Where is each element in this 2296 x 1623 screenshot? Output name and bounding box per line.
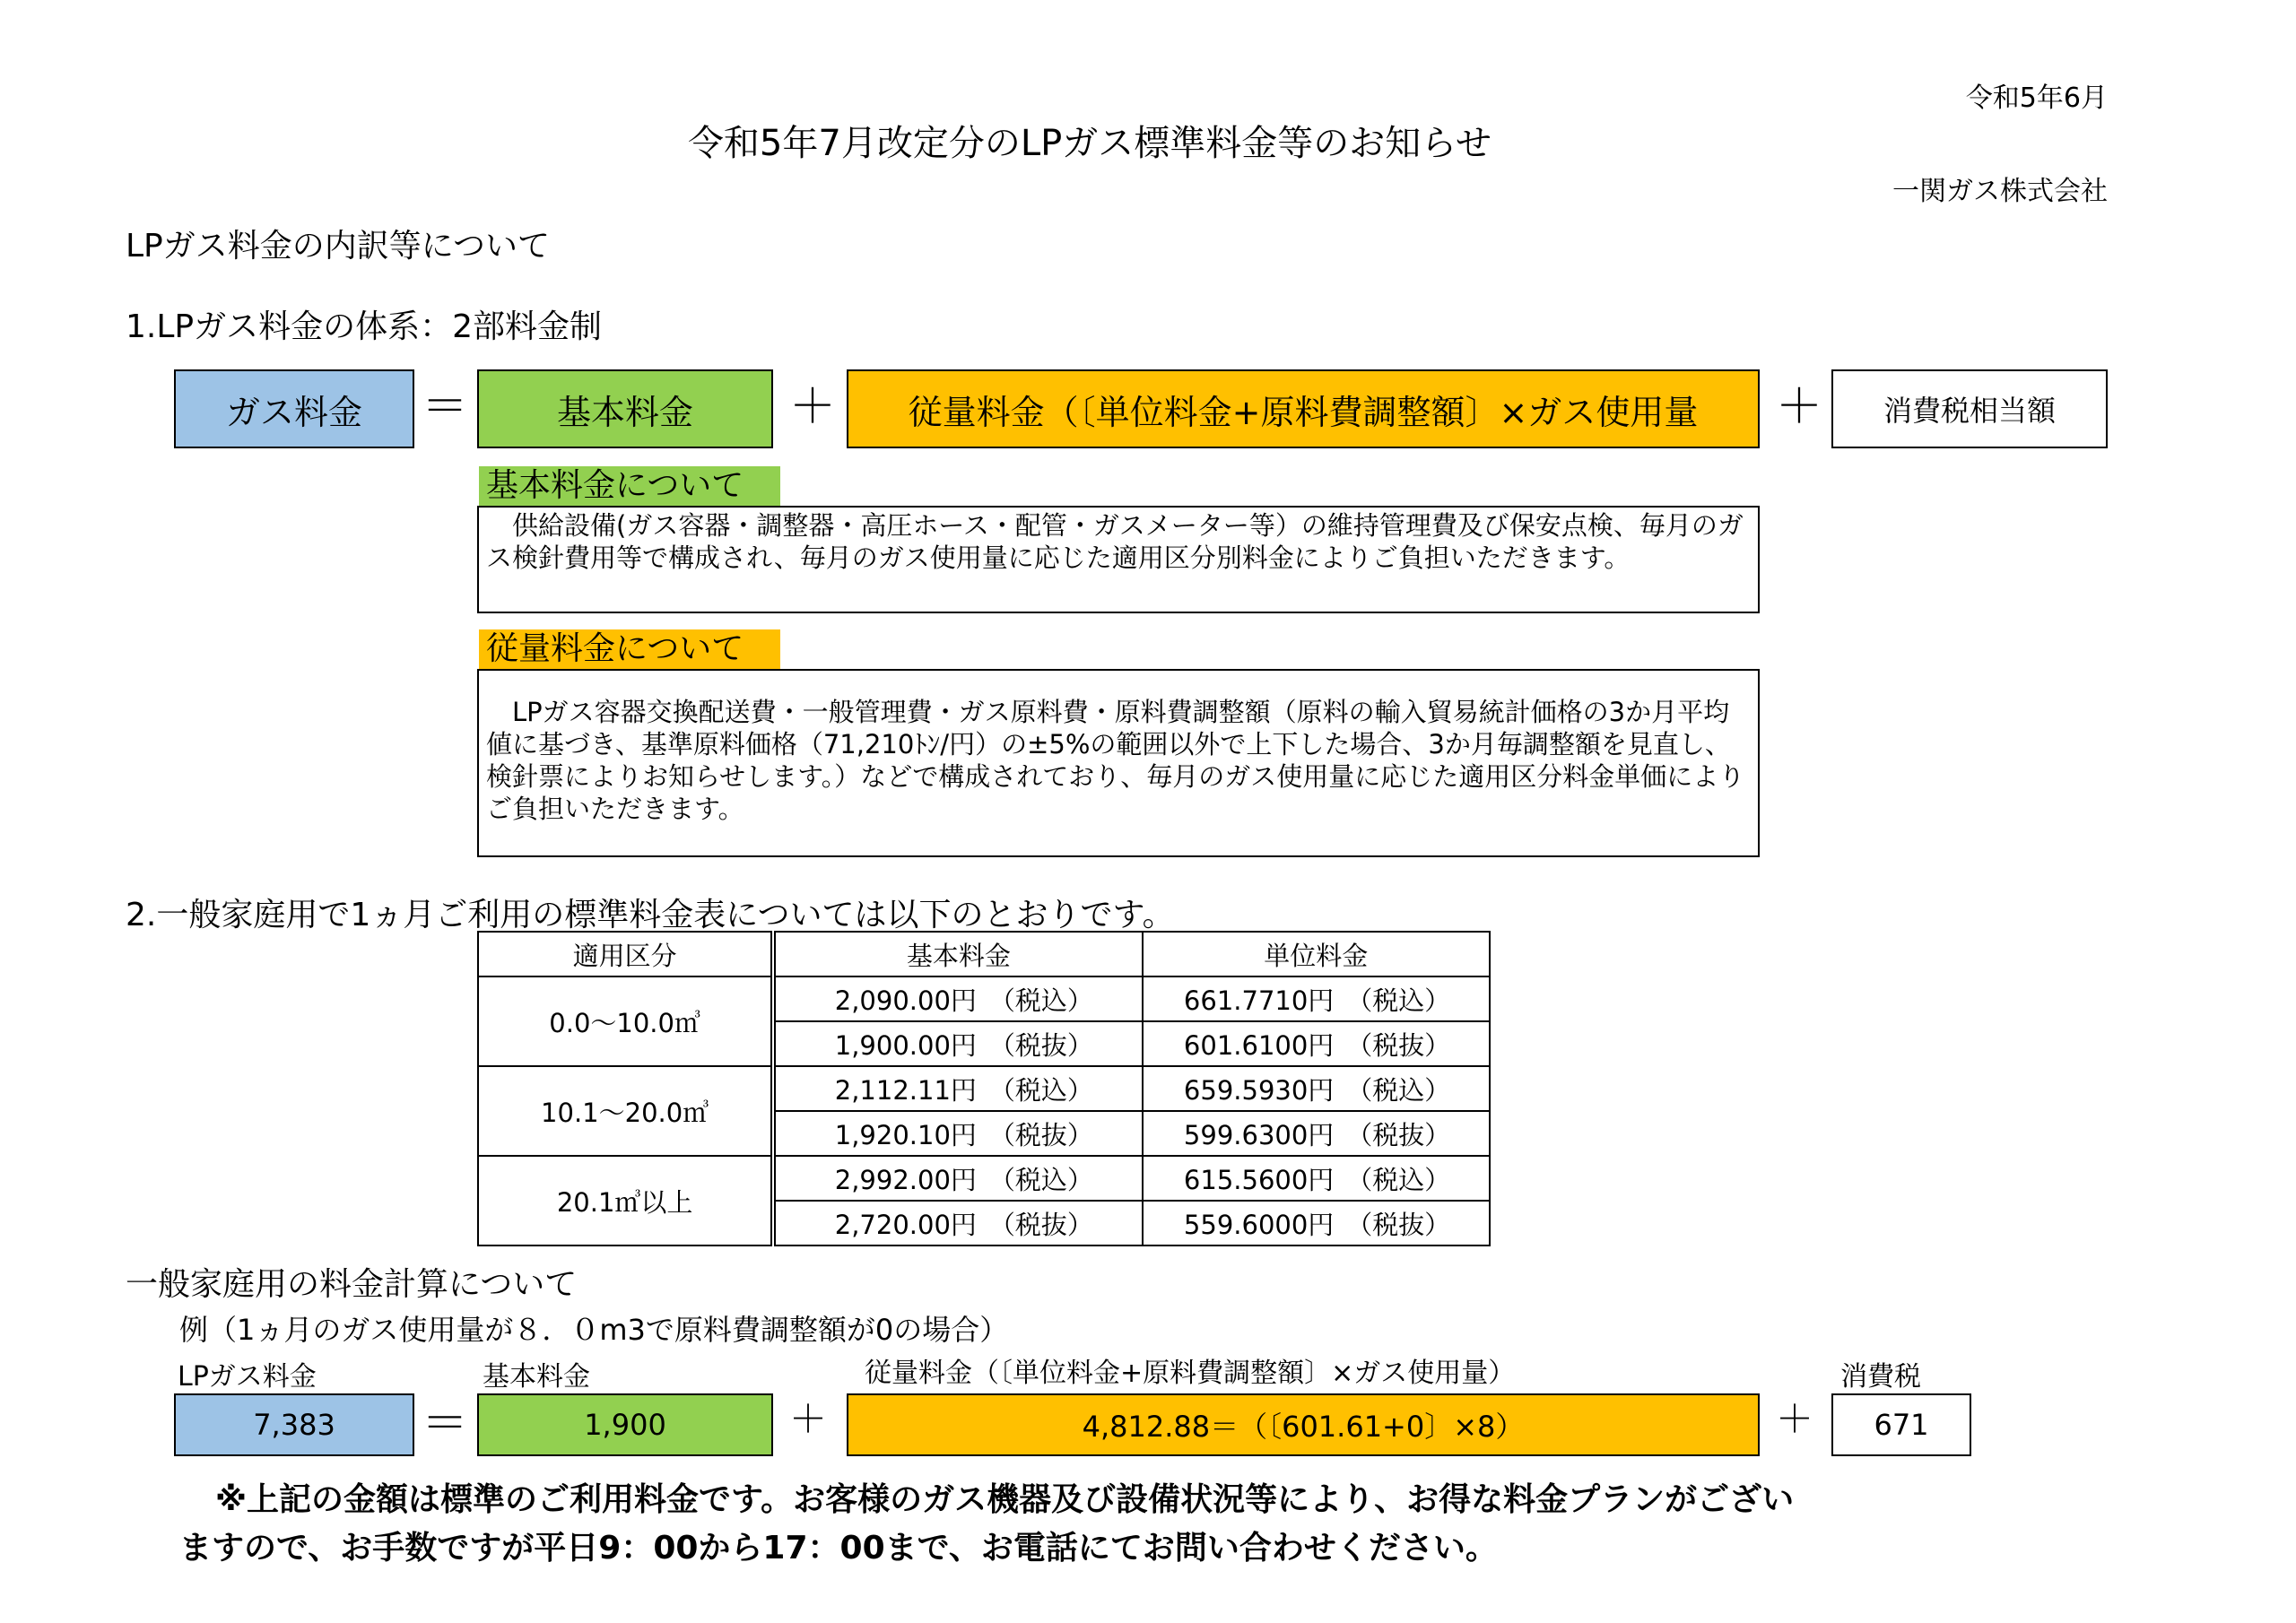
plus-sign: ＋: [789, 380, 837, 434]
unit-fee-amount: 559.6000円: [1183, 1209, 1335, 1240]
basic-fee-amount: 2,090.00円: [834, 985, 977, 1016]
tax-label: （税込）: [988, 1164, 1093, 1195]
table-row: [478, 976, 1490, 1021]
unit-fee-amount: 599.6300円: [1183, 1119, 1335, 1150]
unit-fee-cell: [1143, 1021, 1490, 1066]
tax-label: 消費税: [1840, 1361, 1921, 1393]
basic-fee-amount: 2,992.00円: [834, 1164, 977, 1195]
basic-fee-cell: [773, 1201, 1142, 1245]
equals-sign: ＝: [422, 1397, 469, 1451]
note-line-1: ※上記の金額は標準のご利用料金です。お客様のガス機器及び設備状況等により、お得な料金プランがござい: [215, 1481, 1795, 1518]
plus-sign: ＋: [1776, 380, 1823, 434]
calc-example: 例（1ヵ月のガス使用量が８．０m3で原料費調整額が0の場合）: [179, 1313, 1009, 1347]
unit-fee-amount: 615.5600円: [1183, 1164, 1335, 1195]
company-name: 一関ガス株式会社: [1892, 176, 2108, 207]
lp-fee-label: LPガス料金: [178, 1361, 317, 1393]
column-header-range: 適用区分: [478, 932, 773, 976]
range-cell: 0.0～10.0㎥: [478, 976, 773, 1066]
basic-fee-title: 基本料金について: [479, 466, 780, 506]
unit-fee-cell: [1143, 976, 1490, 1021]
table-row: [478, 1066, 1490, 1111]
intro-heading: LPガス料金の内訳等について: [126, 228, 551, 265]
column-header-basic: 基本料金: [773, 932, 1142, 976]
tax-label: （税抜）: [988, 1029, 1093, 1061]
unit-fee-amount: 659.5930円: [1183, 1074, 1335, 1106]
tax-label: （税込）: [1346, 1164, 1451, 1195]
rate-table: [477, 931, 1491, 1246]
tax-box: 消費税相当額: [1831, 369, 2108, 448]
equals-sign: ＝: [422, 380, 469, 434]
basic-fee-amount: 2,112.11円: [834, 1074, 977, 1106]
tax-label: （税込）: [1346, 985, 1451, 1016]
basic-fee-description: 供給設備(ガス容器・調整器・高圧ホース・配管・ガスメーター等）の維持管理費及び保安点検、毎月のガス検針費用等で構成され、毎月のガス使用量に応じた適用区分別料金によりご負担いただきます。: [477, 506, 1760, 613]
usage-fee-box: 従量料金（〔単位料金+原料費調整額〕×ガス使用量: [847, 369, 1760, 448]
tax-label: （税込）: [988, 1074, 1093, 1106]
column-header-unit: 単位料金: [1143, 932, 1490, 976]
basic-fee-cell: [773, 1066, 1142, 1111]
basic-fee-amount: 1,920.10円: [834, 1119, 977, 1150]
plus-sign: ＋: [1776, 1397, 1814, 1441]
calc-heading: 一般家庭用の料金計算について: [126, 1266, 578, 1303]
basic-fee-cell: [773, 1111, 1142, 1156]
plus-sign: ＋: [789, 1397, 828, 1441]
unit-fee-cell: [1143, 1111, 1490, 1156]
basic-fee-amount: 2,720.00円: [834, 1209, 977, 1240]
basic-fee-box: 基本料金: [477, 369, 773, 448]
section2-heading: 2.一般家庭用で1ヵ月ご利用の標準料金表については以下のとおりです。: [126, 897, 1175, 933]
unit-fee-amount: 601.6100円: [1183, 1029, 1335, 1061]
unit-fee-amount: 661.7710円: [1183, 985, 1335, 1016]
table-row: [478, 1156, 1490, 1201]
document-date: 令和5年6月: [1965, 82, 2108, 114]
tax-label: （税込）: [988, 985, 1093, 1016]
unit-fee-cell: [1143, 1066, 1490, 1111]
basic-fee-cell: [773, 1156, 1142, 1201]
tax-value-box: 671: [1831, 1393, 1971, 1456]
range-cell: 10.1～20.0㎥: [478, 1066, 773, 1156]
gas-fee-box: ガス料金: [174, 369, 414, 448]
lp-fee-value-box: 7,383: [174, 1393, 414, 1456]
unit-fee-cell: [1143, 1201, 1490, 1245]
tax-label: （税抜）: [1346, 1119, 1451, 1150]
basic-fee-cell: [773, 1021, 1142, 1066]
usage-fee-value-box: 4,812.88＝（〔601.61+0〕×8）: [847, 1393, 1760, 1456]
tax-label: （税抜）: [988, 1119, 1093, 1150]
usage-fee-title: 従量料金について: [479, 629, 780, 669]
note-line-2: ますので、お手数ですが平日9：00から17：00まで、お電話にてお問い合わせください。: [179, 1530, 1498, 1567]
usage-fee-description: LPガス容器交換配送費・一般管理費・ガス原料費・原料費調整額（原料の輸入貿易統計価格の3か月平均値に基づき、基準原料価格（71,210ﾄﾝ/円）の±5%の範囲以外で上下した場合、3か月毎調整額を見直し、検針票によりお知らせします。）などで構成されており、毎月のガス使用量に応じた適用区分料金単価によりご負担いただきます。: [477, 669, 1760, 857]
basic-fee-cell: [773, 976, 1142, 1021]
tax-label: （税込）: [1346, 1074, 1451, 1106]
section1-heading: 1.LPガス料金の体系：2部料金制: [126, 308, 603, 345]
tax-label: （税抜）: [1346, 1029, 1451, 1061]
tax-label: （税抜）: [988, 1209, 1093, 1240]
unit-fee-cell: [1143, 1156, 1490, 1201]
usage-fee-label: 従量料金（〔単位料金+原料費調整額〕×ガス使用量）: [865, 1358, 1516, 1389]
basic-fee-label: 基本料金: [483, 1361, 590, 1393]
tax-label: （税抜）: [1346, 1209, 1451, 1240]
range-cell: 20.1㎥以上: [478, 1156, 773, 1245]
document-title: 令和5年7月改定分のLPガス標準料金等のお知らせ: [687, 123, 1492, 164]
basic-fee-value-box: 1,900: [477, 1393, 773, 1456]
basic-fee-amount: 1,900.00円: [834, 1029, 977, 1061]
